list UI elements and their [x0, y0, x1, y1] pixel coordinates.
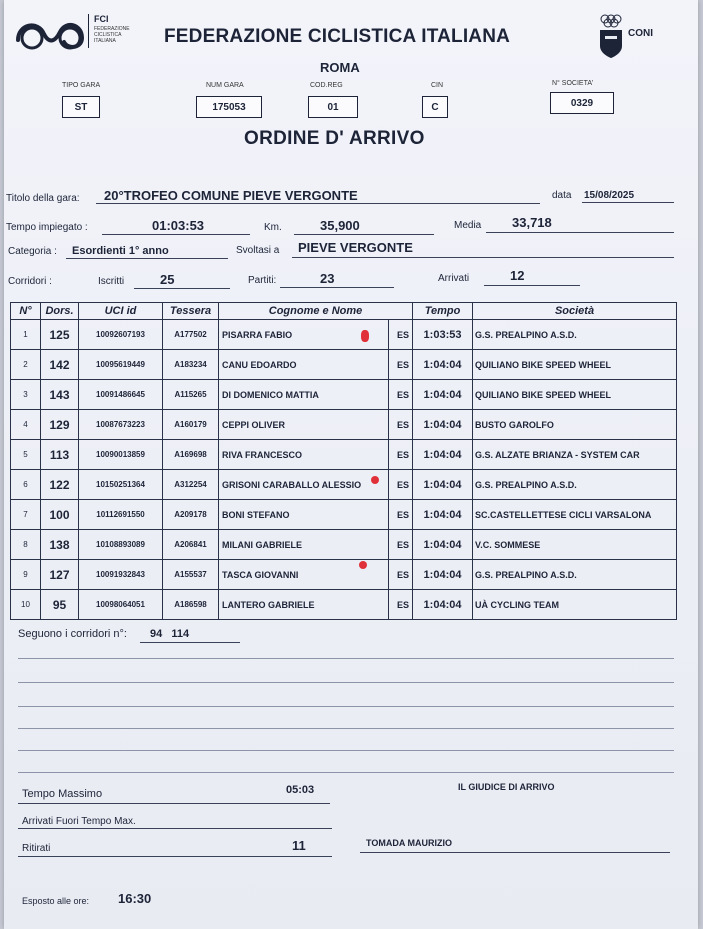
cell-bib: 142 — [41, 350, 79, 380]
table-row — [11, 560, 677, 590]
table-row — [11, 440, 677, 470]
cell-position: 8 — [11, 530, 41, 560]
header-society: Società — [473, 303, 677, 320]
document-title: ORDINE D' ARRIVO — [244, 128, 425, 149]
city-label: ROMA — [320, 60, 360, 75]
logo-divider — [88, 14, 89, 48]
cell-society: G.S. PREALPINO A.S.D. — [473, 320, 677, 350]
max-time-label: Tempo Massimo — [22, 788, 103, 800]
table-row — [11, 530, 677, 560]
fci-bicycle-logo-icon — [14, 12, 86, 52]
cell-card: A186598 — [163, 590, 219, 620]
cell-position: 9 — [11, 560, 41, 590]
cell-position: 3 — [11, 380, 41, 410]
cell-society: G.S. PREALPINO A.S.D. — [473, 470, 677, 500]
cell-card: A209178 — [163, 500, 219, 530]
table-row — [11, 320, 677, 350]
race-number-label: NUM GARA — [206, 82, 244, 89]
withdrawn-underline — [18, 856, 332, 857]
cell-position: 4 — [11, 410, 41, 440]
cell-time: 1:04:04 — [413, 470, 473, 500]
header-uci-id: UCI id — [79, 303, 163, 320]
cell-name: CANU EDOARDO — [219, 350, 389, 380]
cell-position: 1 — [11, 320, 41, 350]
header-card: Tessera — [163, 303, 219, 320]
arrived-underline — [484, 285, 580, 286]
cell-society: QUILIANO BIKE SPEED WHEEL — [473, 380, 677, 410]
cell-category: ES — [389, 380, 413, 410]
cell-position: 2 — [11, 350, 41, 380]
entered-underline — [134, 288, 230, 289]
posted-time-label: Esposto alle ore: — [22, 896, 90, 906]
cell-society: UÀ CYCLING TEAM — [473, 590, 677, 620]
cell-society: BUSTO GAROLFO — [473, 410, 677, 440]
header-time: Tempo — [413, 303, 473, 320]
cell-name: DI DOMENICO MATTIA — [219, 380, 389, 410]
cell-time: 1:04:04 — [413, 530, 473, 560]
judge-signature-line — [360, 852, 670, 853]
red-marker-dot — [359, 561, 367, 569]
cell-society: SC.CASTELLETTESE CICLI VARSALONA — [473, 500, 677, 530]
cell-time: 1:04:04 — [413, 380, 473, 410]
cell-bib: 127 — [41, 560, 79, 590]
rider-name: PISARRA FABIO — [222, 329, 293, 340]
cell-card: A115265 — [163, 380, 219, 410]
blank-line — [18, 750, 674, 751]
region-code-box: 01 — [308, 96, 358, 118]
blank-line — [18, 728, 674, 729]
category-label: Categoria : — [8, 246, 57, 257]
cell-uci-id: 10108893089 — [79, 530, 163, 560]
cell-time: 1:04:04 — [413, 440, 473, 470]
region-code-label: COD.REG — [310, 82, 343, 89]
judge-name: TOMADA MAURIZIO — [366, 838, 452, 848]
cell-society: G.S. ALZATE BRIANZA - SYSTEM CAR — [473, 440, 677, 470]
cell-card: A312254 — [163, 470, 219, 500]
header-position: N° — [11, 303, 41, 320]
fci-sublabel: FEDERAZIONE CICLISTICA ITALIANA — [94, 26, 130, 44]
time-used-value: 01:03:53 — [152, 218, 205, 233]
cell-card: A183234 — [163, 350, 219, 380]
society-number-box: 0329 — [550, 92, 614, 114]
cell-card: A206841 — [163, 530, 219, 560]
cell-uci-id: 10087673223 — [79, 410, 163, 440]
cell-category: ES — [389, 350, 413, 380]
cell-position: 10 — [11, 590, 41, 620]
cell-card: A169698 — [163, 440, 219, 470]
cell-uci-id: 10098064051 — [79, 590, 163, 620]
withdrawn-value: 11 — [292, 838, 306, 853]
table-row — [11, 590, 677, 620]
cell-name: BONI STEFANO — [219, 500, 389, 530]
red-marker-dot — [361, 330, 369, 342]
cell-bib: 138 — [41, 530, 79, 560]
cell-position: 5 — [11, 440, 41, 470]
cell-category: ES — [389, 560, 413, 590]
cell-time: 1:04:04 — [413, 350, 473, 380]
cell-category: ES — [389, 320, 413, 350]
cell-category: ES — [389, 470, 413, 500]
posted-time-value: 16:30 — [118, 891, 152, 906]
coni-logo-icon — [596, 12, 626, 60]
km-value: 35,900 — [320, 218, 360, 233]
cell-category: ES — [389, 440, 413, 470]
following-riders-value: 94 114 — [150, 628, 190, 640]
cell-card: A160179 — [163, 410, 219, 440]
race-type-label: TIPO GARA — [62, 82, 101, 89]
red-marker-dot — [371, 476, 379, 484]
blank-line — [18, 772, 674, 773]
category-value: Esordienti 1° anno — [72, 245, 169, 257]
cell-uci-id: 10095619449 — [79, 350, 163, 380]
date-underline — [582, 202, 674, 203]
average-underline — [486, 232, 674, 233]
following-riders-underline — [140, 642, 240, 643]
cell-uci-id: 10150251364 — [79, 470, 163, 500]
cell-uci-id: 10091486645 — [79, 380, 163, 410]
table-row — [11, 500, 677, 530]
entered-label: Iscritti — [98, 276, 125, 287]
cell-uci-id: 10092607193 — [79, 320, 163, 350]
cell-uci-id: 10112691550 — [79, 500, 163, 530]
time-used-underline — [102, 234, 250, 235]
race-number-box: 175053 — [196, 96, 262, 118]
race-title-label: Titolo della gara: — [6, 193, 80, 204]
header-bib: Dors. — [41, 303, 79, 320]
cin-label: CIN — [431, 82, 444, 89]
cell-category: ES — [389, 410, 413, 440]
cell-category: ES — [389, 500, 413, 530]
judge-label: IL GIUDICE DI ARRIVO — [458, 782, 555, 792]
race-type-box: ST — [62, 96, 100, 118]
cell-time: 1:04:04 — [413, 590, 473, 620]
table-row — [11, 350, 677, 380]
race-title-underline — [96, 203, 540, 204]
cell-name: LANTERO GABRIELE — [219, 590, 389, 620]
held-at-underline — [292, 257, 674, 258]
rider-name: GRISONI CARABALLO ALESSIO — [222, 479, 362, 490]
max-time-underline — [18, 803, 330, 804]
max-time-value: 05:03 — [286, 784, 315, 796]
cell-name — [219, 320, 389, 350]
table-header-row — [11, 303, 677, 320]
arrived-label: Arrivati — [438, 273, 470, 284]
cell-position: 7 — [11, 500, 41, 530]
arrived-value: 12 — [510, 268, 525, 283]
fci-label: FCI — [94, 14, 109, 24]
cell-time: 1:04:04 — [413, 500, 473, 530]
cell-card: A177502 — [163, 320, 219, 350]
table-row — [11, 410, 677, 440]
cell-time: 1:03:53 — [413, 320, 473, 350]
header-name: Cognome e Nome — [219, 303, 413, 320]
cell-name — [219, 560, 389, 590]
cell-time: 1:04:04 — [413, 410, 473, 440]
cell-bib: 143 — [41, 380, 79, 410]
rider-name: TASCA GIOVANNI — [222, 569, 299, 580]
riders-label: Corridori : — [8, 276, 52, 287]
cell-card: A155537 — [163, 560, 219, 590]
held-at-label: Svoltasi a — [236, 245, 280, 256]
entered-value: 25 — [160, 272, 175, 287]
held-at-value: PIEVE VERGONTE — [298, 240, 413, 255]
category-underline — [66, 258, 228, 259]
cell-position: 6 — [11, 470, 41, 500]
results-sheet — [4, 0, 698, 929]
cell-name — [219, 470, 389, 500]
started-underline — [280, 287, 394, 288]
date-value: 15/08/2025 — [584, 190, 635, 201]
started-value: 23 — [320, 271, 335, 286]
out-of-time-underline — [18, 828, 332, 829]
out-of-time-label: Arrivati Fuori Tempo Max. — [22, 816, 136, 827]
withdrawn-label: Ritirati — [22, 843, 51, 854]
coni-label: CONI — [628, 28, 653, 39]
blank-line — [18, 658, 674, 659]
average-label: Media — [454, 220, 482, 231]
race-title-value: 20°TROFEO COMUNE PIEVE VERGONTE — [104, 188, 358, 203]
cell-category: ES — [389, 590, 413, 620]
km-underline — [294, 234, 434, 235]
cell-name: MILANI GABRIELE — [219, 530, 389, 560]
cell-society: V.C. SOMMESE — [473, 530, 677, 560]
cell-category: ES — [389, 530, 413, 560]
cell-bib: 113 — [41, 440, 79, 470]
cell-bib: 129 — [41, 410, 79, 440]
cell-name: CEPPI OLIVER — [219, 410, 389, 440]
results-table — [10, 302, 677, 620]
cell-name: RIVA FRANCESCO — [219, 440, 389, 470]
cell-uci-id: 10090013859 — [79, 440, 163, 470]
cell-bib: 125 — [41, 320, 79, 350]
started-label: Partiti: — [248, 275, 277, 286]
cell-time: 1:04:04 — [413, 560, 473, 590]
average-value: 33,718 — [512, 215, 552, 230]
table-row — [11, 380, 677, 410]
following-riders-label: Seguono i corridori n°: — [18, 628, 127, 640]
date-label: data — [552, 190, 572, 201]
cell-uci-id: 10091932843 — [79, 560, 163, 590]
table-row — [11, 470, 677, 500]
time-used-label: Tempo impiegato : — [6, 222, 88, 233]
cell-bib: 95 — [41, 590, 79, 620]
blank-line — [18, 682, 674, 683]
cell-bib: 100 — [41, 500, 79, 530]
km-label: Km. — [264, 222, 282, 233]
cell-society: QUILIANO BIKE SPEED WHEEL — [473, 350, 677, 380]
cell-bib: 122 — [41, 470, 79, 500]
society-number-label: N° SOCIETA' — [552, 80, 594, 87]
org-title: FEDERAZIONE CICLISTICA ITALIANA — [164, 26, 511, 47]
blank-line — [18, 706, 674, 707]
cell-society: G.S. PREALPINO A.S.D. — [473, 560, 677, 590]
cin-box: C — [422, 96, 448, 118]
